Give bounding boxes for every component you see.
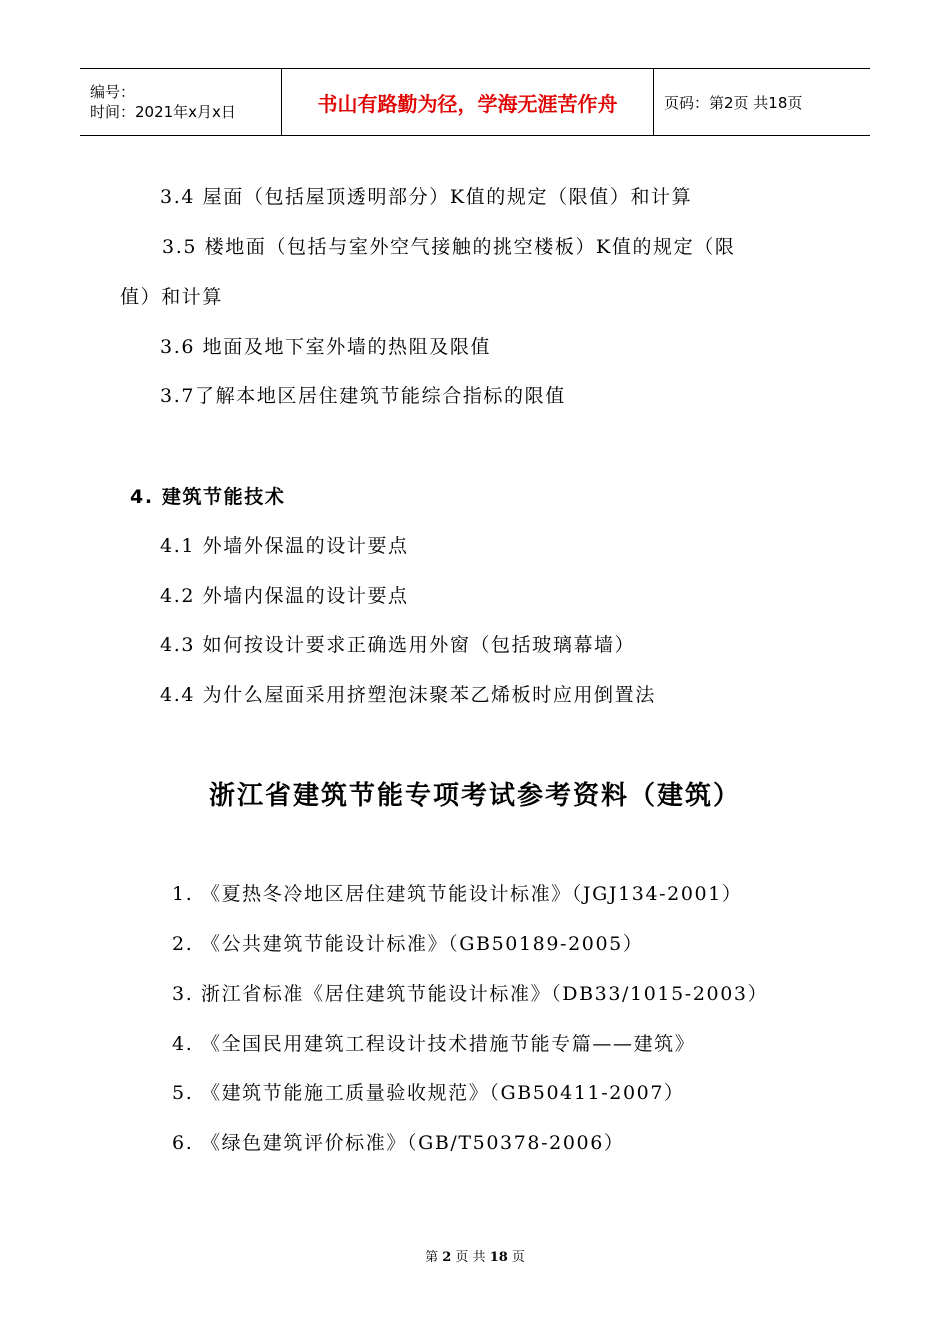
motto-text: 书山有路勤为径，学海无涯苦作舟 — [317, 91, 618, 116]
footer-total-pages: 18 — [489, 1250, 508, 1265]
page-footer — [0, 1246, 950, 1265]
footer-prefix: 第 — [425, 1250, 439, 1265]
header-meta — [80, 69, 282, 135]
page-header — [80, 68, 870, 136]
reference-item-1: 1. 《夏热冬冷地区居住建筑节能设计标准》（JGJ134-2001） — [172, 883, 743, 905]
references-title: 浙江省建筑节能专项考试参考资料（建筑） — [208, 781, 741, 811]
footer-page-number: 2 — [442, 1250, 452, 1265]
page-label: 页码：第2页 共18页 — [664, 93, 803, 112]
time-label: 时间：2021年x月x日 — [90, 103, 236, 121]
serial-label: 编号： — [90, 83, 136, 101]
header-motto — [282, 69, 654, 135]
reference-item-6: 6. 《绿色建筑评价标准》（GB/T50378-2006） — [172, 1132, 625, 1154]
footer-suffix: 页 — [511, 1250, 525, 1265]
footer-middle: 页 共 — [455, 1250, 486, 1265]
item-4-1: 4.1 外墙外保温的设计要点 — [160, 535, 409, 557]
header-page-info — [654, 69, 870, 135]
item-4-2: 4.2 外墙内保温的设计要点 — [160, 585, 409, 607]
reference-item-4: 4. 《全国民用建筑工程设计技术措施节能专篇——建筑》 — [172, 1033, 696, 1055]
item-4-4: 4.4 为什么屋面采用挤塑泡沫聚苯乙烯板时应用倒置法 — [160, 684, 656, 706]
reference-item-2: 2. 《公共建筑节能设计标准》（GB50189-2005） — [172, 933, 644, 955]
item-3-6: 3.6 地面及地下室外墙的热阻及限值 — [160, 336, 492, 358]
reference-item-3: 3. 浙江省标准《居住建筑节能设计标准》（DB33/1015-2003） — [172, 983, 769, 1005]
section-4-heading: 4. 建筑节能技术 — [130, 486, 286, 508]
item-3-5: 3.5 楼地面（包括与室外空气接触的挑空楼板）K值的规定（限 — [162, 236, 736, 258]
item-3-7: 3.7了解本地区居住建筑节能综合指标的限值 — [160, 385, 566, 407]
item-3-5-cont: 值）和计算 — [120, 286, 224, 308]
reference-item-5: 5. 《建筑节能施工质量验收规范》（GB50411-2007） — [172, 1082, 685, 1104]
item-3-4: 3.4 屋面（包括屋顶透明部分）K值的规定（限值）和计算 — [160, 186, 693, 208]
item-4-3: 4.3 如何按设计要求正确选用外窗（包括玻璃幕墙） — [160, 634, 636, 656]
